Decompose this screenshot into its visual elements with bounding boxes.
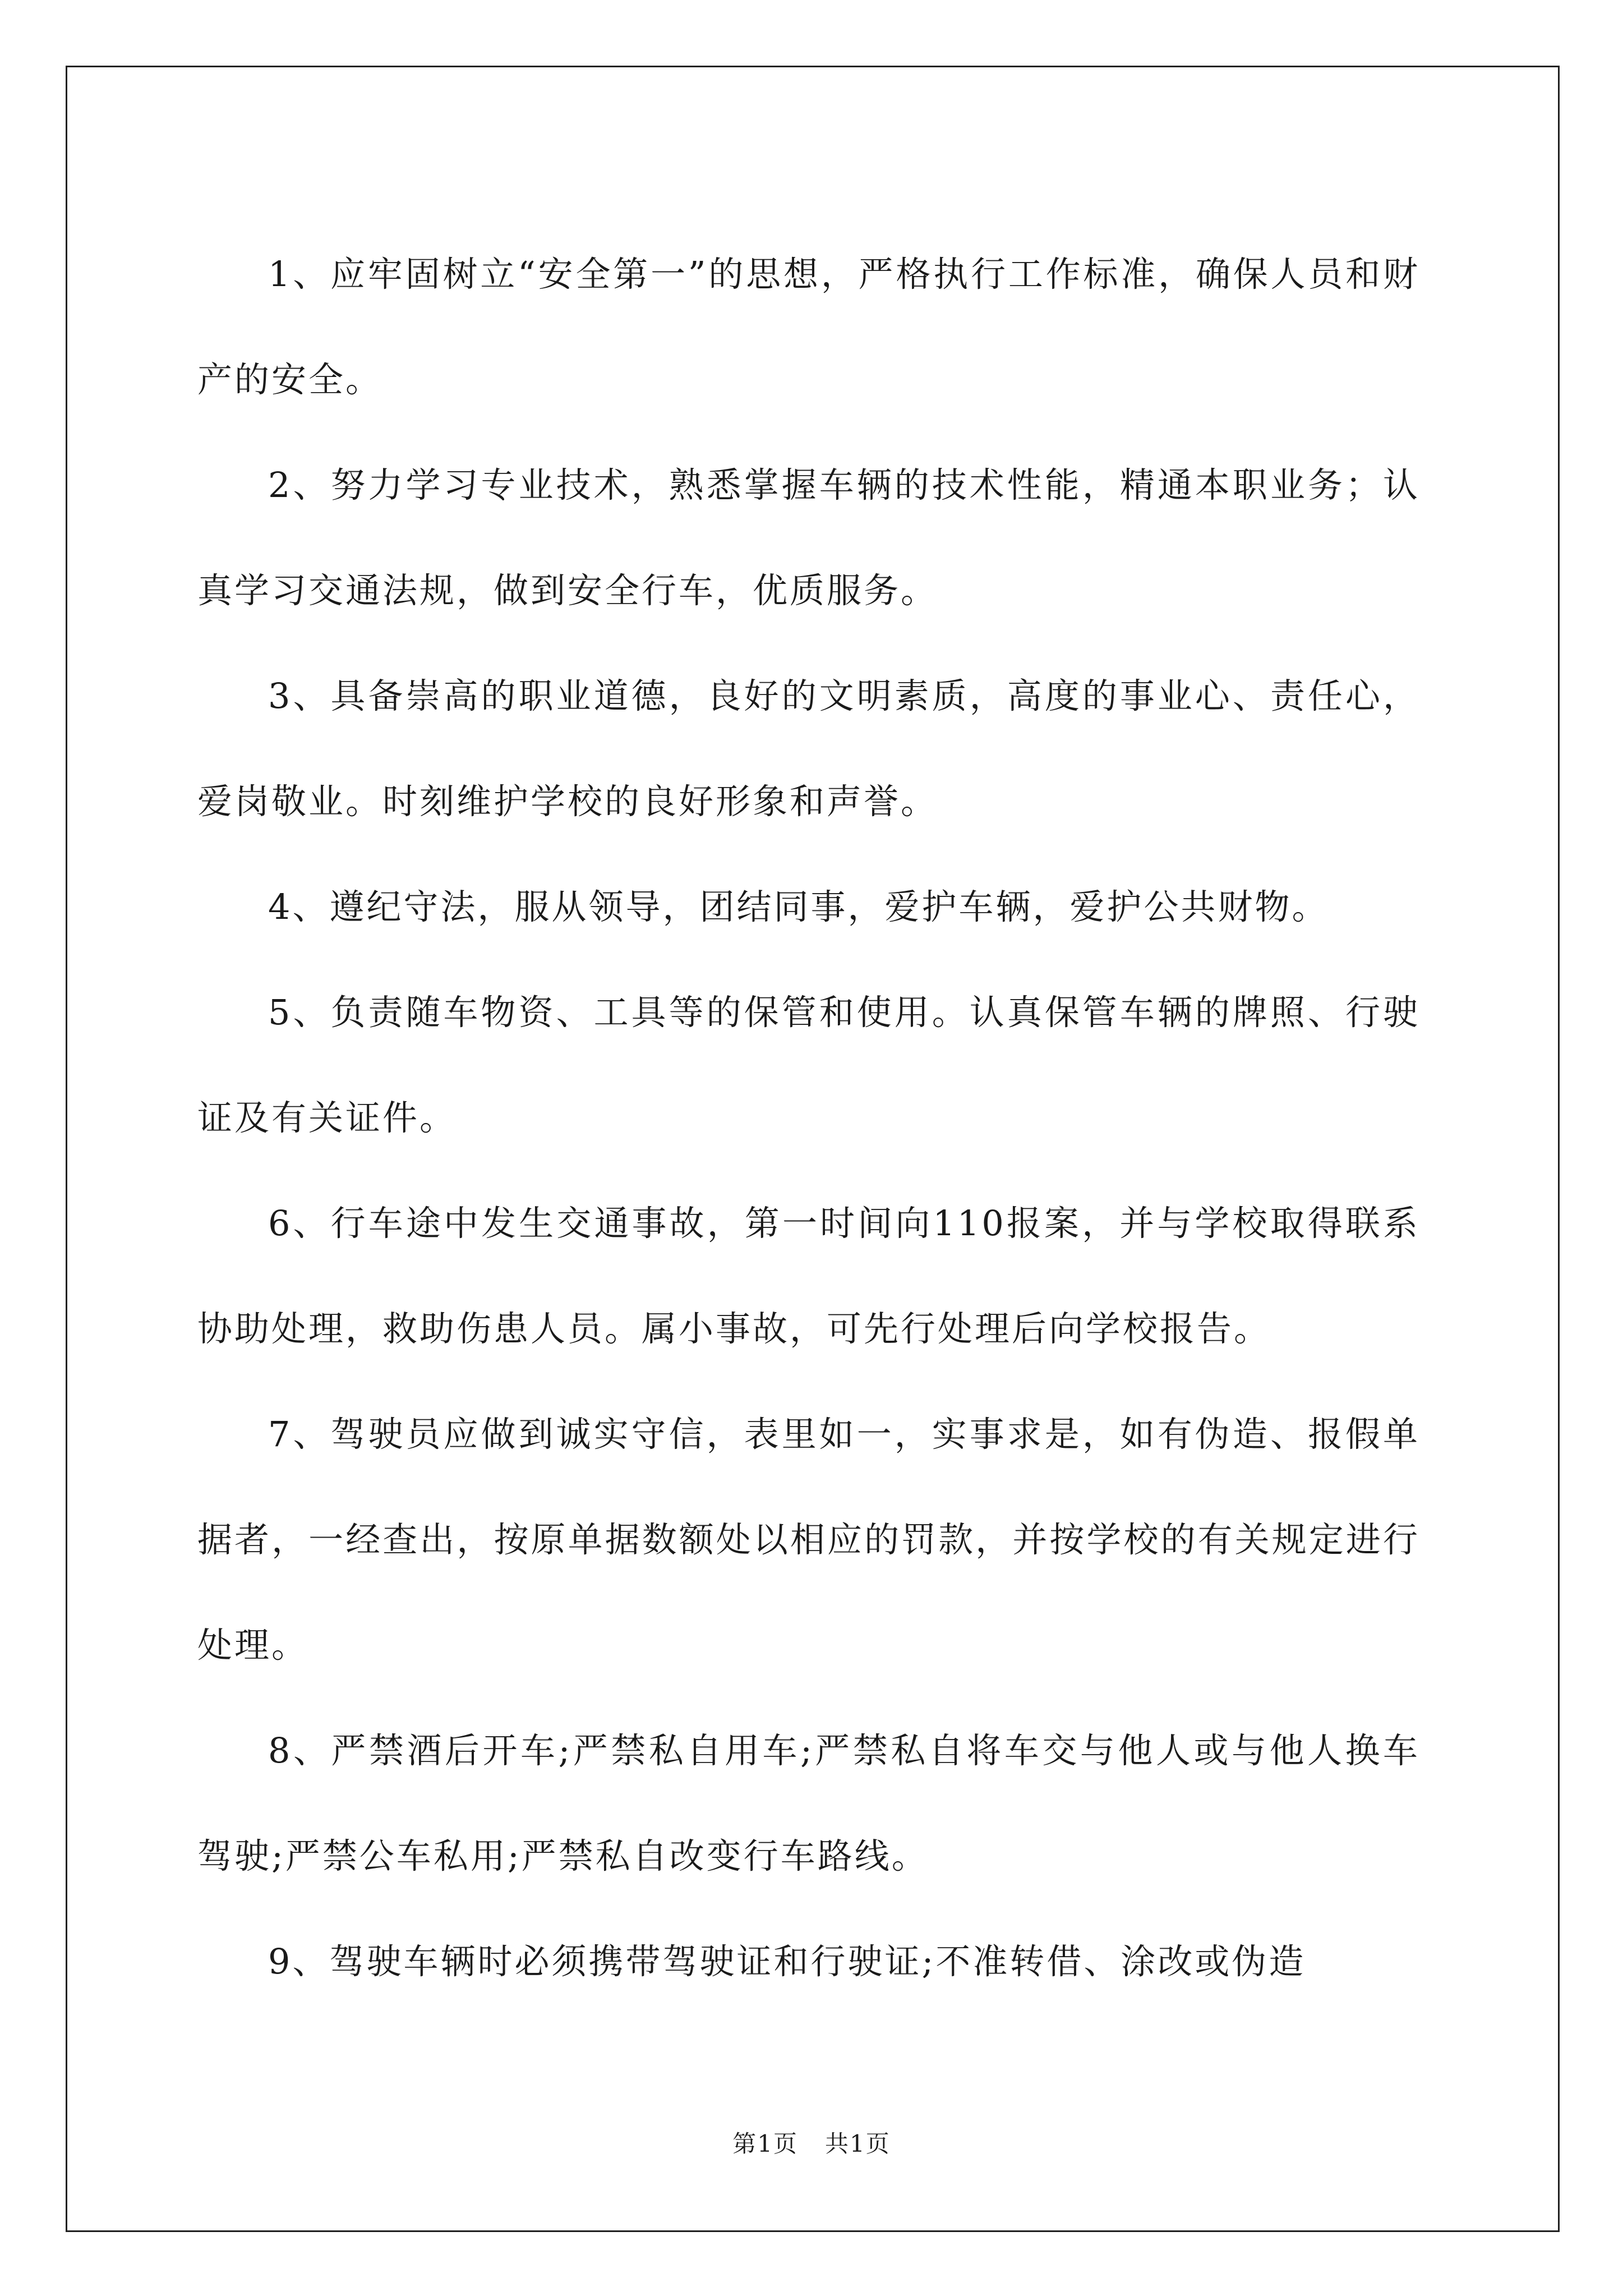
page-total: 共1页 bbox=[825, 2130, 891, 2157]
paragraph-9: 9、驾驶车辆时必须携带驾驶证和行驶证;不准转借、涂改或伪造 bbox=[268, 1941, 1306, 1982]
paragraph-7: 7、驾驶员应做到诚实守信，表里如一，实事求是，如有伪造、报假单据者，一经查出，按原单据数额处以相应的罚款，并按学校的有关规定进行处理。 bbox=[197, 1414, 1420, 1665]
page-footer bbox=[0, 2125, 1623, 2159]
paragraph-3: 3、具备崇高的职业道德，良好的文明素质，高度的事业心、责任心，爱岗敬业。时刻维护学校的良好形象和声誉。 bbox=[197, 675, 1420, 822]
paragraph-5: 5、负责随车物资、工具等的保管和使用。认真保管车辆的牌照、行驶证及有关证件。 bbox=[197, 992, 1420, 1138]
page-number: 第1页 bbox=[732, 2130, 798, 2157]
paragraph-8: 8、严禁酒后开车;严禁私自用车;严禁私自将车交与他人或与他人换车驾驶;严禁公车私用;严禁私自改变行车路线。 bbox=[197, 1730, 1420, 1876]
paragraph-6: 6、行车途中发生交通事故，第一时间向110报案，并与学校取得联系协助处理，救助伤患人员。属小事故，可先行处理后向学校报告。 bbox=[197, 1203, 1420, 1349]
document-body bbox=[197, 222, 1420, 2014]
paragraph-1: 1、应牢固树立“安全第一”的思想，严格执行工作标准，确保人员和财产的安全。 bbox=[197, 254, 1420, 400]
paragraph-2: 2、努力学习专业技术，熟悉掌握车辆的技术性能，精通本职业务；认真学习交通法规，做到安全行车，优质服务。 bbox=[197, 464, 1420, 611]
paragraph-4: 4、遵纪守法，服从领导，团结同事，爱护车辆，爱护公共财物。 bbox=[268, 886, 1329, 927]
